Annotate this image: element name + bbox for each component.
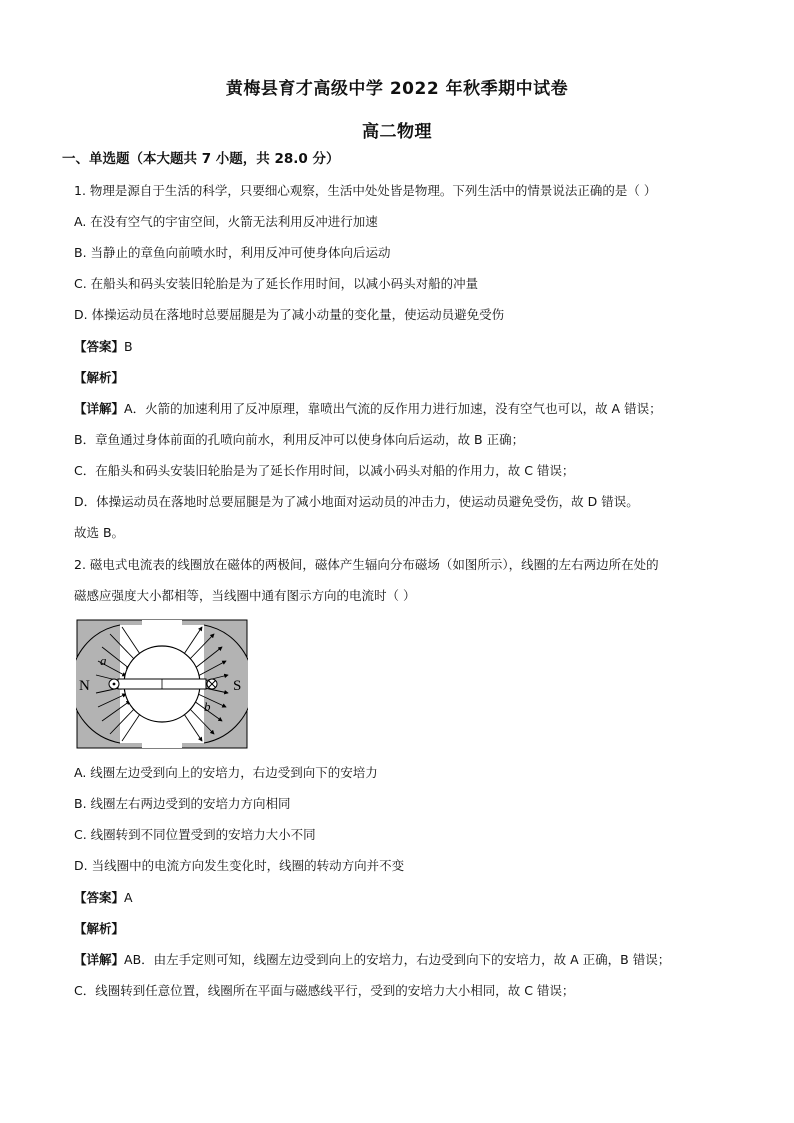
q1-option-c: C. 在船头和码头安装旧轮胎是为了延长作用时间，以减小码头对船的冲量 (74, 276, 479, 291)
q1-answer: B (124, 339, 133, 354)
section-heading: 一、单选题（本大题共 7 小题，共 28.0 分） (62, 151, 340, 167)
detail-tag: 【详解】 (74, 952, 125, 967)
q1-stem: 1. 物理是源自于生活的科学，只要细心观察，生活中处处皆是物理。下列生活中的情景说法正确的是（ ） (74, 183, 657, 198)
analysis-tag: 【解析】 (74, 370, 125, 385)
side-a-label: a (100, 653, 107, 668)
answer-tag: 【答案】 (74, 890, 125, 905)
q2-analysis-row (74, 920, 734, 938)
q2-option-d: D. 当线圈中的电流方向发生变化时，线圈的转动方向并不变 (74, 858, 405, 873)
detail-text: A．火箭的加速利用了反冲原理，靠喷出气流的反作用力进行加速，没有空气也可以，故 A 错误； (124, 401, 662, 416)
q1-detail-line-3: C．在船头和码头安装旧轮胎是为了延长作用时间，以减小码头对船的作用力，故 C 错误； (74, 463, 575, 478)
north-pole-label: N (79, 678, 90, 694)
q2-option-a: A. 线圈左边受到向上的安培力，右边受到向下的安培力 (74, 765, 378, 780)
detail-text: AB．由左手定则可知，线圈左边受到向上的安培力，右边受到向下的安培力，故 A 正确，B 错误； (124, 952, 671, 967)
q1-analysis-row (74, 369, 734, 387)
q1-option-d: D. 体操运动员在落地时总要屈腿是为了减小动量的变化量，使运动员避免受伤 (74, 307, 505, 322)
q2-option-b: B. 线圈左右两边受到的安培力方向相同 (74, 796, 291, 811)
exam-subject: 高二物理 (362, 122, 432, 142)
side-b-label: b (204, 699, 211, 714)
exam-title: 黄梅县育才高级中学 2022 年秋季期中试卷 (225, 79, 569, 99)
answer-tag: 【答案】 (74, 339, 125, 354)
south-pole-label: S (233, 678, 242, 694)
q1-option-a: A. 在没有空气的宇宙空间，火箭无法利用反冲进行加速 (74, 214, 378, 229)
q1-option-b: B. 当静止的章鱼向前喷水时，利用反冲可使身体向后运动 (74, 245, 391, 260)
q2-detail-line-1 (74, 951, 734, 969)
q2-stem-line-1: 2. 磁电式电流表的线圈放在磁体的两极间，磁体产生辐向分布磁场（如图所示），线圈的左右两边所在处的 (74, 557, 659, 572)
q2-answer: A (124, 890, 133, 905)
q2-detail-line-2: C．线圈转到任意位置，线圈所在平面与磁感线平行，受到的安培力大小相同，故 C 错误； (74, 983, 575, 998)
q1-detail-line-2: B．章鱼通过身体前面的孔喷向前水，利用反冲可以使身体向后运动，故 B 正确； (74, 432, 525, 447)
q1-detail-line-4: D．体操运动员在落地时总要屈腿是为了减小地面对运动员的冲击力，使运动员避免受伤，故 D 错误。 (74, 494, 639, 509)
analysis-tag: 【解析】 (74, 921, 125, 936)
q1-conclusion: 故选 B。 (74, 525, 125, 540)
q2-answer-row (74, 889, 734, 907)
q2-stem-line-2: 磁感应强度大小都相等，当线圈中通有图示方向的电流时（ ） (74, 588, 416, 603)
q1-answer-row (74, 338, 734, 356)
detail-tag: 【详解】 (74, 401, 125, 416)
galvanometer-field-figure (76, 619, 248, 749)
q1-detail-line-1 (74, 400, 734, 418)
q2-option-c: C. 线圈转到不同位置受到的安培力大小不同 (74, 827, 316, 842)
